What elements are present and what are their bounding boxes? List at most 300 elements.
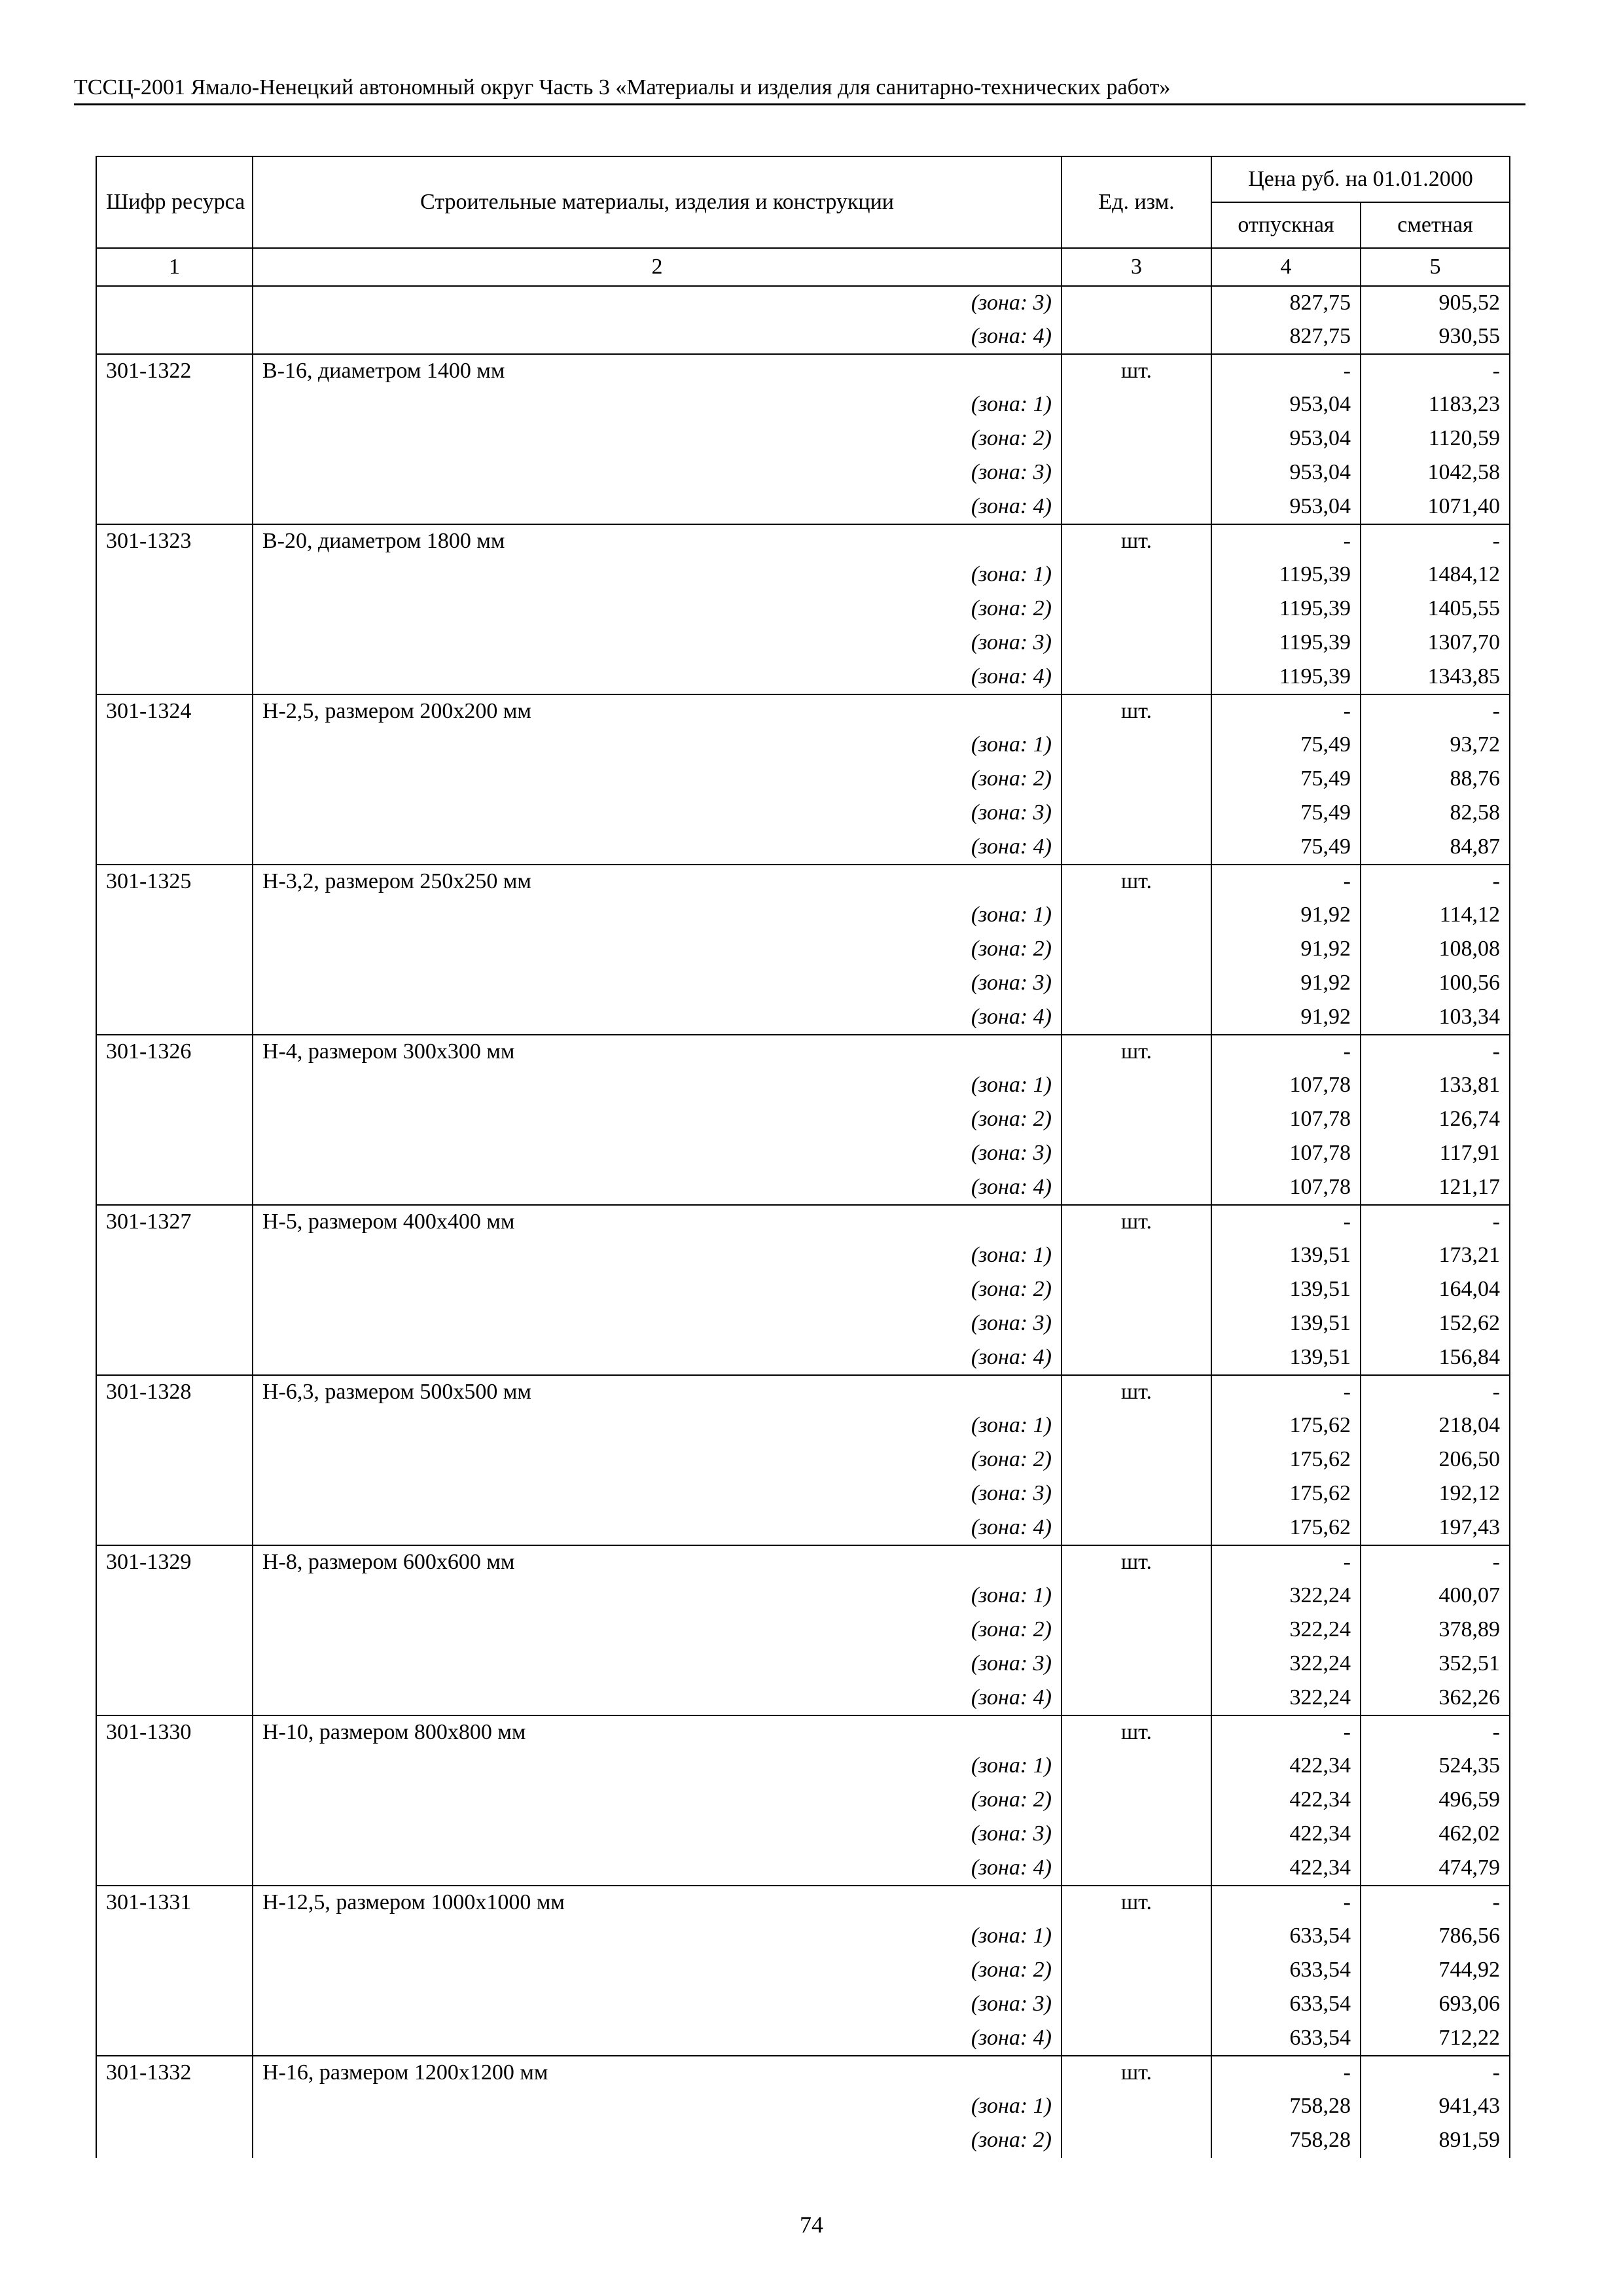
resource-code-empty	[96, 1069, 253, 1103]
release-price: 633,54	[1211, 1988, 1361, 2022]
estimate-price: -	[1361, 1886, 1510, 1920]
table-row-zone	[96, 1579, 1510, 1613]
zone-label: (зона: 1)	[253, 1579, 1061, 1613]
release-price: 107,78	[1211, 1069, 1361, 1103]
unit-cell-empty	[1061, 1784, 1211, 1818]
table-row-zone	[96, 1988, 1510, 2022]
material-name: Н-6,3, размером 500x500 мм	[253, 1375, 1061, 1409]
table-row	[96, 1035, 1510, 1069]
table-row	[96, 1375, 1510, 1409]
zone-label: (зона: 4)	[253, 831, 1061, 865]
price-table	[96, 156, 1510, 2158]
estimate-price: 156,84	[1361, 1341, 1510, 1375]
zone-label: (зона: 3)	[253, 286, 1061, 320]
zone-label: (зона: 3)	[253, 1988, 1061, 2022]
estimate-price: 474,79	[1361, 1852, 1510, 1886]
table-row-zone	[96, 728, 1510, 762]
unit-cell-empty	[1061, 456, 1211, 490]
table-row-zone	[96, 592, 1510, 626]
release-price: 953,04	[1211, 422, 1361, 456]
release-price: 175,62	[1211, 1477, 1361, 1511]
release-price: 107,78	[1211, 1103, 1361, 1137]
release-price: 422,34	[1211, 1749, 1361, 1784]
resource-code-empty	[96, 1103, 253, 1137]
resource-code: 301-1327	[96, 1205, 253, 1239]
table-row-zone	[96, 388, 1510, 422]
estimate-price: 93,72	[1361, 728, 1510, 762]
material-name: Н-12,5, размером 1000x1000 мм	[253, 1886, 1061, 1920]
unit-cell-empty	[1061, 1749, 1211, 1784]
resource-code-empty	[96, 1273, 253, 1307]
estimate-price: 103,34	[1361, 1001, 1510, 1035]
zone-label: (зона: 1)	[253, 728, 1061, 762]
unit-cell-empty	[1061, 933, 1211, 967]
estimate-price: 400,07	[1361, 1579, 1510, 1613]
release-price: -	[1211, 1035, 1361, 1069]
col-header-unit: Ед. изм.	[1061, 156, 1211, 248]
release-price: 91,92	[1211, 933, 1361, 967]
zone-label: (зона: 4)	[253, 1852, 1061, 1886]
resource-code-empty	[96, 899, 253, 933]
table-row	[96, 524, 1510, 558]
table-row-zone	[96, 933, 1510, 967]
zone-label: (зона: 2)	[253, 2124, 1061, 2158]
table-row-zone	[96, 1749, 1510, 1784]
unit-cell-empty	[1061, 2090, 1211, 2124]
unit-cell-empty	[1061, 2124, 1211, 2158]
table-row	[96, 865, 1510, 899]
col-header-name: Строительные материалы, изделия и конструкции	[253, 156, 1061, 248]
zone-label: (зона: 2)	[253, 592, 1061, 626]
table-row-zone	[96, 2124, 1510, 2158]
estimate-price: 462,02	[1361, 1818, 1510, 1852]
page-header: ТССЦ-2001 Ямало-Ненецкий автономный округ Часть 3 «Материалы и изделия для санитарно-технических работ»	[74, 73, 1525, 105]
zone-label: (зона: 3)	[253, 1477, 1061, 1511]
resource-code: 301-1326	[96, 1035, 253, 1069]
unit-cell-empty	[1061, 626, 1211, 660]
table-body	[96, 286, 1510, 2158]
estimate-price: 1042,58	[1361, 456, 1510, 490]
material-name: Н-2,5, размером 200x200 мм	[253, 694, 1061, 728]
table-row-zone	[96, 797, 1510, 831]
zone-label: (зона: 1)	[253, 1239, 1061, 1273]
col-header-price-group: Цена руб. на 01.01.2000	[1211, 156, 1510, 202]
resource-code: 301-1328	[96, 1375, 253, 1409]
release-price: 175,62	[1211, 1443, 1361, 1477]
release-price: 75,49	[1211, 762, 1361, 797]
table-row-zone	[96, 1001, 1510, 1035]
estimate-price: 362,26	[1361, 1681, 1510, 1715]
unit-cell-empty	[1061, 1681, 1211, 1715]
zone-label: (зона: 4)	[253, 1001, 1061, 1035]
unit-cell-empty	[1061, 1443, 1211, 1477]
table-header	[96, 156, 1510, 286]
estimate-price: 1071,40	[1361, 490, 1510, 524]
release-price: 139,51	[1211, 1239, 1361, 1273]
release-price: 633,54	[1211, 1954, 1361, 1988]
zone-label: (зона: 1)	[253, 1409, 1061, 1443]
table-row-zone	[96, 1239, 1510, 1273]
unit-cell-empty	[1061, 1409, 1211, 1443]
estimate-price: 941,43	[1361, 2090, 1510, 2124]
zone-label: (зона: 4)	[253, 320, 1061, 354]
material-name: Н-10, размером 800x800 мм	[253, 1715, 1061, 1749]
table-row-zone	[96, 831, 1510, 865]
resource-code: 301-1331	[96, 1886, 253, 1920]
resource-code-empty	[96, 1852, 253, 1886]
table-row-zone	[96, 1341, 1510, 1375]
estimate-price: 378,89	[1361, 1613, 1510, 1647]
material-name: В-16, диаметром 1400 мм	[253, 354, 1061, 388]
table-row	[96, 1205, 1510, 1239]
table-row	[96, 1715, 1510, 1749]
resource-code-empty	[96, 728, 253, 762]
estimate-price: 1405,55	[1361, 592, 1510, 626]
release-price: 827,75	[1211, 320, 1361, 354]
unit-cell-empty	[1061, 1954, 1211, 1988]
release-price: 91,92	[1211, 1001, 1361, 1035]
resource-code: 301-1323	[96, 524, 253, 558]
release-price: 1195,39	[1211, 660, 1361, 694]
release-price: 758,28	[1211, 2090, 1361, 2124]
estimate-price: 164,04	[1361, 1273, 1510, 1307]
table-row-zone	[96, 1613, 1510, 1647]
table-row-zone	[96, 626, 1510, 660]
table-row-zone	[96, 1103, 1510, 1137]
release-price: 422,34	[1211, 1852, 1361, 1886]
material-name: Н-4, размером 300x300 мм	[253, 1035, 1061, 1069]
release-price: 75,49	[1211, 831, 1361, 865]
unit-cell-empty	[1061, 1988, 1211, 2022]
estimate-price: 930,55	[1361, 320, 1510, 354]
table-row-zone	[96, 1171, 1510, 1205]
resource-code-empty	[96, 1613, 253, 1647]
resource-code-empty	[96, 1681, 253, 1715]
release-price: 827,75	[1211, 286, 1361, 320]
zone-label: (зона: 2)	[253, 1103, 1061, 1137]
material-name: Н-8, размером 600x600 мм	[253, 1545, 1061, 1579]
resource-code: 301-1325	[96, 865, 253, 899]
release-price: 1195,39	[1211, 592, 1361, 626]
table-row	[96, 1886, 1510, 1920]
release-price: 633,54	[1211, 2022, 1361, 2056]
resource-code-empty	[96, 1477, 253, 1511]
zone-label: (зона: 3)	[253, 1137, 1061, 1171]
estimate-price: -	[1361, 524, 1510, 558]
unit-cell-empty	[1061, 1069, 1211, 1103]
estimate-price: 905,52	[1361, 286, 1510, 320]
release-price: -	[1211, 1545, 1361, 1579]
table-row-zone	[96, 1818, 1510, 1852]
resource-code: 301-1332	[96, 2056, 253, 2090]
resource-code-empty	[96, 320, 253, 354]
estimate-price: 1484,12	[1361, 558, 1510, 592]
estimate-price: 126,74	[1361, 1103, 1510, 1137]
zone-label: (зона: 2)	[253, 422, 1061, 456]
zone-label: (зона: 3)	[253, 1647, 1061, 1681]
release-price: 422,34	[1211, 1818, 1361, 1852]
unit-cell-empty	[1061, 1818, 1211, 1852]
release-price: -	[1211, 524, 1361, 558]
unit-cell-empty	[1061, 1103, 1211, 1137]
zone-label: (зона: 3)	[253, 797, 1061, 831]
resource-code-empty	[96, 1341, 253, 1375]
resource-code-empty	[96, 1511, 253, 1545]
unit-cell-empty	[1061, 797, 1211, 831]
col-number-2: 2	[253, 248, 1061, 286]
table-row-zone	[96, 1511, 1510, 1545]
zone-label: (зона: 2)	[253, 762, 1061, 797]
release-price: 107,78	[1211, 1171, 1361, 1205]
unit-cell: шт.	[1061, 524, 1211, 558]
table-row-zone	[96, 899, 1510, 933]
estimate-price: 100,56	[1361, 967, 1510, 1001]
unit-cell-empty	[1061, 2022, 1211, 2056]
unit-cell-empty	[1061, 1613, 1211, 1647]
table-row-zone	[96, 762, 1510, 797]
release-price: -	[1211, 694, 1361, 728]
zone-label: (зона: 3)	[253, 1307, 1061, 1341]
unit-cell-empty	[1061, 1001, 1211, 1035]
unit-cell: шт.	[1061, 1545, 1211, 1579]
release-price: 1195,39	[1211, 558, 1361, 592]
resource-code-empty	[96, 831, 253, 865]
zone-label: (зона: 2)	[253, 1784, 1061, 1818]
release-price: 75,49	[1211, 728, 1361, 762]
resource-code-empty	[96, 592, 253, 626]
zone-label: (зона: 2)	[253, 933, 1061, 967]
resource-code-empty	[96, 1954, 253, 1988]
zone-label: (зона: 4)	[253, 1171, 1061, 1205]
unit-cell: шт.	[1061, 354, 1211, 388]
unit-cell-empty	[1061, 592, 1211, 626]
zone-label: (зона: 1)	[253, 1749, 1061, 1784]
estimate-price: 1120,59	[1361, 422, 1510, 456]
table-row-zone	[96, 286, 1510, 320]
table-row	[96, 2056, 1510, 2090]
resource-code-empty	[96, 1137, 253, 1171]
zone-label: (зона: 4)	[253, 2022, 1061, 2056]
zone-label: (зона: 4)	[253, 1511, 1061, 1545]
table-row-zone	[96, 456, 1510, 490]
zone-label: (зона: 4)	[253, 1681, 1061, 1715]
release-price: 175,62	[1211, 1409, 1361, 1443]
estimate-price: 524,35	[1361, 1749, 1510, 1784]
estimate-price: 891,59	[1361, 2124, 1510, 2158]
release-price: 758,28	[1211, 2124, 1361, 2158]
resource-code-empty	[96, 762, 253, 797]
table-row-zone	[96, 1852, 1510, 1886]
unit-cell-empty	[1061, 388, 1211, 422]
resource-code-empty	[96, 490, 253, 524]
table-row-zone	[96, 422, 1510, 456]
col-header-code: Шифр ресурса	[96, 156, 253, 248]
release-price: 139,51	[1211, 1307, 1361, 1341]
release-price: -	[1211, 1715, 1361, 1749]
unit-cell: шт.	[1061, 865, 1211, 899]
table-row-zone	[96, 1954, 1510, 1988]
release-price: 91,92	[1211, 967, 1361, 1001]
release-price: 322,24	[1211, 1681, 1361, 1715]
release-price: 1195,39	[1211, 626, 1361, 660]
release-price: 422,34	[1211, 1784, 1361, 1818]
table-row-zone	[96, 1681, 1510, 1715]
table-row-zone	[96, 1409, 1510, 1443]
unit-cell-empty	[1061, 762, 1211, 797]
unit-cell-empty	[1061, 422, 1211, 456]
release-price: 953,04	[1211, 388, 1361, 422]
resource-code-empty	[96, 1001, 253, 1035]
estimate-price: 108,08	[1361, 933, 1510, 967]
zone-label: (зона: 2)	[253, 1613, 1061, 1647]
estimate-price: 133,81	[1361, 1069, 1510, 1103]
unit-cell-empty	[1061, 967, 1211, 1001]
col-number-5: 5	[1361, 248, 1510, 286]
table-row-zone	[96, 2022, 1510, 2056]
estimate-price: 1183,23	[1361, 388, 1510, 422]
table-row-zone	[96, 1784, 1510, 1818]
release-price: -	[1211, 1375, 1361, 1409]
resource-code-empty	[96, 1443, 253, 1477]
unit-cell: шт.	[1061, 1205, 1211, 1239]
col-number-3: 3	[1061, 248, 1211, 286]
unit-cell-empty	[1061, 320, 1211, 354]
estimate-price: 712,22	[1361, 2022, 1510, 2056]
resource-code-empty	[96, 660, 253, 694]
table-row	[96, 354, 1510, 388]
unit-cell-empty	[1061, 490, 1211, 524]
resource-code-empty	[96, 1818, 253, 1852]
zone-label: (зона: 1)	[253, 558, 1061, 592]
unit-cell-empty	[1061, 1137, 1211, 1171]
zone-label: (зона: 3)	[253, 967, 1061, 1001]
estimate-price: 82,58	[1361, 797, 1510, 831]
table-row-zone	[96, 1273, 1510, 1307]
estimate-price: 744,92	[1361, 1954, 1510, 1988]
resource-code-empty	[96, 1784, 253, 1818]
table-row-zone	[96, 320, 1510, 354]
resource-code: 301-1322	[96, 354, 253, 388]
material-name: Н-3,2, размером 250x250 мм	[253, 865, 1061, 899]
material-name: Н-16, размером 1200x1200 мм	[253, 2056, 1061, 2090]
resource-code-empty	[96, 626, 253, 660]
release-price: 322,24	[1211, 1579, 1361, 1613]
resource-code-empty	[96, 1239, 253, 1273]
unit-cell-empty	[1061, 1477, 1211, 1511]
release-price: 953,04	[1211, 490, 1361, 524]
resource-code-empty	[96, 1171, 253, 1205]
release-price: 633,54	[1211, 1920, 1361, 1954]
resource-code-empty	[96, 1647, 253, 1681]
unit-cell-empty	[1061, 1647, 1211, 1681]
estimate-price: 84,87	[1361, 831, 1510, 865]
release-price: 953,04	[1211, 456, 1361, 490]
estimate-price: 88,76	[1361, 762, 1510, 797]
unit-cell-empty	[1061, 728, 1211, 762]
estimate-price: 173,21	[1361, 1239, 1510, 1273]
estimate-price: 218,04	[1361, 1409, 1510, 1443]
release-price: 139,51	[1211, 1273, 1361, 1307]
zone-label: (зона: 2)	[253, 1273, 1061, 1307]
col-header-release-price: отпускная	[1211, 202, 1361, 248]
estimate-price: 206,50	[1361, 1443, 1510, 1477]
zone-label: (зона: 1)	[253, 388, 1061, 422]
resource-code-empty	[96, 1307, 253, 1341]
unit-cell: шт.	[1061, 1886, 1211, 1920]
table-row-zone	[96, 1069, 1510, 1103]
table-row-zone	[96, 1647, 1510, 1681]
estimate-price: 152,62	[1361, 1307, 1510, 1341]
release-price: -	[1211, 2056, 1361, 2090]
estimate-price: -	[1361, 1715, 1510, 1749]
table-row-zone	[96, 660, 1510, 694]
estimate-price: 496,59	[1361, 1784, 1510, 1818]
release-price: 139,51	[1211, 1341, 1361, 1375]
release-price: 91,92	[1211, 899, 1361, 933]
unit-cell-empty	[1061, 1341, 1211, 1375]
table-row-zone	[96, 967, 1510, 1001]
unit-cell: шт.	[1061, 2056, 1211, 2090]
table-row-zone	[96, 558, 1510, 592]
col-number-1: 1	[96, 248, 253, 286]
zone-label: (зона: 3)	[253, 1818, 1061, 1852]
table-row	[96, 694, 1510, 728]
resource-code-empty	[96, 2124, 253, 2158]
resource-code-empty	[96, 456, 253, 490]
unit-cell-empty	[1061, 660, 1211, 694]
table-row-zone	[96, 1443, 1510, 1477]
zone-label: (зона: 4)	[253, 490, 1061, 524]
estimate-price: 117,91	[1361, 1137, 1510, 1171]
unit-cell-empty	[1061, 1273, 1211, 1307]
unit-cell-empty	[1061, 558, 1211, 592]
col-number-4: 4	[1211, 248, 1361, 286]
release-price: 322,24	[1211, 1647, 1361, 1681]
resource-code-empty	[96, 1749, 253, 1784]
release-price: -	[1211, 1205, 1361, 1239]
resource-code-empty	[96, 1409, 253, 1443]
zone-label: (зона: 3)	[253, 626, 1061, 660]
resource-code-empty	[96, 2090, 253, 2124]
unit-cell: шт.	[1061, 1715, 1211, 1749]
resource-code-empty	[96, 933, 253, 967]
release-price: 322,24	[1211, 1613, 1361, 1647]
resource-code: 301-1329	[96, 1545, 253, 1579]
resource-code-empty	[96, 286, 253, 320]
col-header-estimate-price: сметная	[1361, 202, 1510, 248]
material-name: В-20, диаметром 1800 мм	[253, 524, 1061, 558]
estimate-price: 352,51	[1361, 1647, 1510, 1681]
release-price: -	[1211, 1886, 1361, 1920]
release-price: 75,49	[1211, 797, 1361, 831]
zone-label: (зона: 1)	[253, 1069, 1061, 1103]
unit-cell-empty	[1061, 1852, 1211, 1886]
estimate-price: 1343,85	[1361, 660, 1510, 694]
unit-cell-empty	[1061, 831, 1211, 865]
unit-cell-empty	[1061, 1920, 1211, 1954]
release-price: -	[1211, 865, 1361, 899]
estimate-price: 192,12	[1361, 1477, 1510, 1511]
resource-code-empty	[96, 967, 253, 1001]
unit-cell-empty	[1061, 1239, 1211, 1273]
table-row-zone	[96, 2090, 1510, 2124]
zone-label: (зона: 1)	[253, 899, 1061, 933]
zone-label: (зона: 2)	[253, 1443, 1061, 1477]
estimate-price: -	[1361, 1205, 1510, 1239]
page-number: 74	[800, 2212, 823, 2238]
zone-label: (зона: 1)	[253, 2090, 1061, 2124]
unit-cell-empty	[1061, 1511, 1211, 1545]
